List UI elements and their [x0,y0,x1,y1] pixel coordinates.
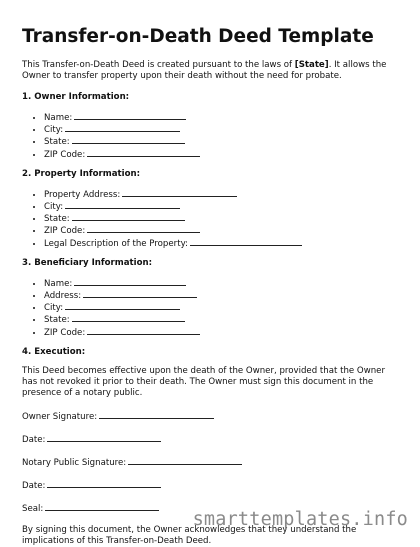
field-label: Legal Description of the Property: [44,238,188,249]
field-label: State: [44,137,70,148]
document-page [22,26,400,547]
execution-section-heading: 4. Execution: [22,346,86,357]
field-label: State: [44,315,70,326]
blank-line [65,301,180,310]
field-label: Name: [44,278,73,289]
blank-line [72,135,185,144]
blank-line [45,502,159,511]
beneficiary-city-field [44,301,400,313]
closing-paragraph: By signing this document, the Owner acknowledges that they understand the implications of this Transfer-on-Death Deed. [22,524,357,546]
field-label: ZIP Code: [44,226,86,237]
blank-line [122,188,237,197]
field-label: City: [44,125,64,136]
property-state-field [44,212,400,224]
field-label: Notary Public Signature: [22,457,127,468]
intro-text-after: . It allows the Owner to transfer property upon their death without the need for probate. [22,60,387,81]
owner-signature-field [22,410,400,423]
document-title: Transfer-on-Death Deed Template [22,26,374,47]
blank-line [47,479,161,488]
blank-line [65,123,180,132]
notary-signature-field [22,456,400,469]
property-field-list [22,188,400,249]
beneficiary-field-list [22,277,400,338]
field-label: Address: [44,291,82,302]
intro-text-before: This Transfer-on-Death Deed is created pursuant to the laws of [22,60,295,70]
owner-state-field [44,135,400,147]
field-label: City: [44,303,64,314]
blank-line [72,212,185,221]
property-address-field [44,188,400,200]
blank-line [87,148,200,157]
property-legal-description-field [44,237,400,249]
property-section-heading: 2. Property Information: [22,168,141,179]
owner-date-field [22,433,400,446]
beneficiary-zip-field [44,326,400,338]
blank-line [190,237,302,246]
field-label: ZIP Code: [44,149,86,160]
execution-paragraph: This Deed becomes effective upon the death of the Owner, provided that the Owner has not revoked it prior to their death. The Owner must sign this document in the presence of a notary public. [22,365,385,398]
blank-line [47,433,161,442]
field-label: Owner Signature: [22,411,98,422]
owner-section-heading: 1. Owner Information: [22,92,130,102]
watermark-text: smarttemplates.info [192,509,408,530]
field-label: Date: [22,480,46,491]
field-label: Property Address: [44,189,121,200]
property-city-field [44,200,400,212]
field-label: Seal: [22,503,44,514]
blank-line [87,326,200,335]
blank-line [128,456,242,465]
beneficiary-state-field [44,313,400,325]
property-zip-field [44,224,400,236]
blank-line [74,111,186,120]
owner-zip-field [44,148,400,160]
blank-line [87,224,200,233]
owner-name-field [44,111,400,123]
field-label: Name: [44,113,73,123]
beneficiary-section-heading: 3. Beneficiary Information: [22,257,153,268]
owner-field-list [22,111,400,160]
blank-line [99,410,214,419]
state-placeholder: [State] [294,60,329,70]
notary-date-field [22,479,400,492]
beneficiary-name-field [44,277,400,289]
blank-line [83,289,197,298]
beneficiary-address-field [44,289,400,301]
field-label: Date: [22,434,46,445]
blank-line [72,313,185,322]
intro-paragraph [22,60,400,82]
field-label: City: [44,202,64,213]
blank-line [74,277,186,286]
owner-city-field [44,123,400,135]
field-label: State: [44,214,70,225]
field-label: ZIP Code: [44,327,86,338]
blank-line [65,200,180,209]
